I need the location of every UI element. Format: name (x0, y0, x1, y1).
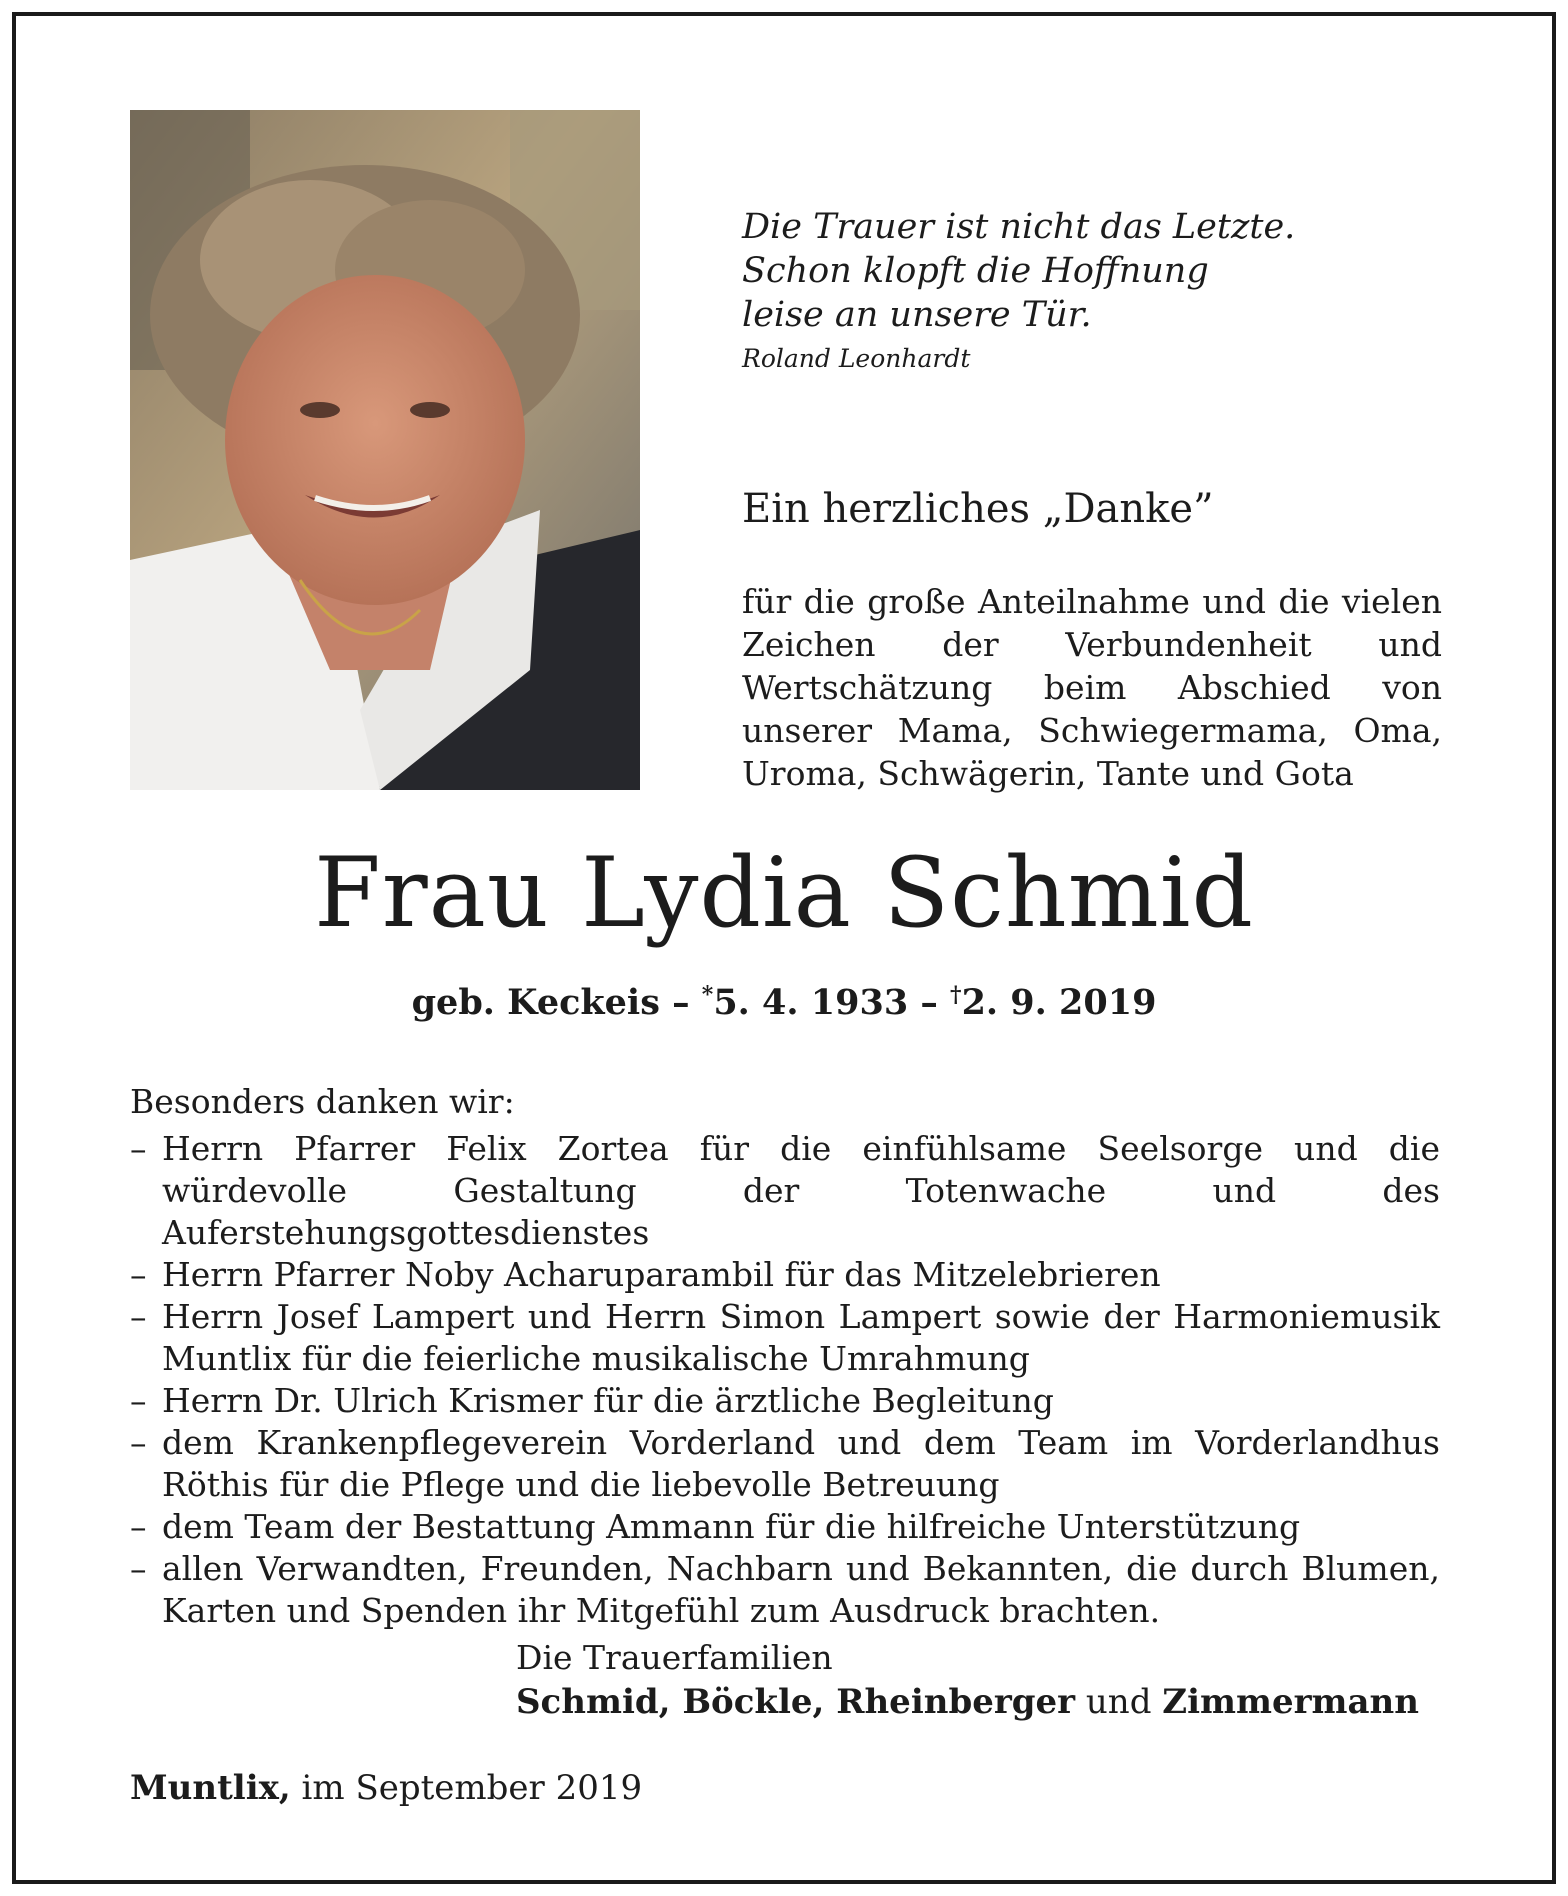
list-item-text: Herrn Dr. Ulrich Krismer für die ärztliche Begleitung (162, 1381, 1054, 1420)
list-item (130, 1506, 1440, 1548)
list-item (130, 1422, 1440, 1506)
list-dash: – (130, 1381, 147, 1420)
quote-author: Roland Leonhardt (742, 344, 971, 373)
dates-separator: – (672, 982, 690, 1023)
list-item (130, 1548, 1440, 1632)
place: Muntlix, (130, 1768, 291, 1808)
life-dates (0, 982, 1568, 1023)
quote-line: Die Trauer ist nicht das Letzte. (742, 207, 1296, 247)
list-dash: – (130, 1507, 147, 1546)
place-date (130, 1768, 642, 1808)
birth-symbol: * (701, 982, 714, 1008)
dates-separator: – (920, 982, 938, 1023)
list-item-text: allen Verwandten, Freunden, Nachbarn und Bekannten, die durch Blumen, Karten und Spenden ihr Mitgefühl zum Ausdruck brachten. (162, 1549, 1440, 1630)
thanks-heading: Ein herzliches „Danke” (742, 486, 1214, 532)
birth-date: 5. 4. 1933 (713, 982, 909, 1023)
list-item (130, 1380, 1440, 1422)
list-dash: – (130, 1423, 147, 1462)
list-dash: – (130, 1549, 147, 1588)
conjunction: und (1085, 1682, 1152, 1722)
portrait-photo (130, 110, 640, 790)
signature-families (516, 1682, 1419, 1722)
quote-line: Schon klopft die Hoffnung (742, 251, 1209, 291)
signature-intro: Die Trauerfamilien (516, 1638, 833, 1677)
deceased-name: Frau Lydia Schmid (314, 837, 1254, 949)
quote-line: leise an unsere Tür. (742, 295, 1092, 335)
death-symbol: † (950, 982, 962, 1008)
list-dash: – (130, 1297, 147, 1336)
born-name: geb. Keckeis (411, 982, 660, 1023)
list-dash: – (130, 1255, 147, 1294)
special-thanks-heading: Besonders danken wir: (130, 1082, 515, 1121)
thanks-text: für die große Anteilnahme und die vielen Zeichen der Verbundenheit und Wertschätzung beim Abschied von unserer Mama, Schwiegermama, Oma, Uroma, Schwägerin, Tante und Gota (742, 582, 1442, 793)
list-item-text: Herrn Josef Lampert und Herrn Simon Lampert sowie der Harmoniemusik Muntlix für die feierliche musikalische Umrahmung (162, 1297, 1440, 1378)
list-item (130, 1296, 1440, 1380)
list-dash: – (130, 1129, 147, 1168)
date: im September 2019 (301, 1768, 643, 1808)
list-item (130, 1254, 1440, 1296)
special-thanks-list (130, 1128, 1440, 1632)
family-names: Schmid, Böckle, Rheinberger (516, 1682, 1076, 1722)
list-item-text: Herrn Pfarrer Noby Acharuparambil für das Mitzelebrieren (162, 1255, 1161, 1294)
family-names: Zimmermann (1162, 1682, 1419, 1722)
quote (742, 205, 1442, 337)
list-item-text: dem Team der Bestattung Ammann für die hilfreiche Unterstützung (162, 1507, 1301, 1546)
list-item (130, 1128, 1440, 1254)
list-item-text: Herrn Pfarrer Felix Zortea für die einfühlsame Seelsorge und die würdevolle Gestaltung der Totenwache und des Auferstehungsgottesdienstes (162, 1129, 1440, 1252)
death-date: 2. 9. 2019 (961, 982, 1157, 1023)
list-item-text: dem Krankenpflegeverein Vorderland und dem Team im Vorderlandhus Röthis für die Pflege und die liebevolle Betreuung (162, 1423, 1440, 1504)
